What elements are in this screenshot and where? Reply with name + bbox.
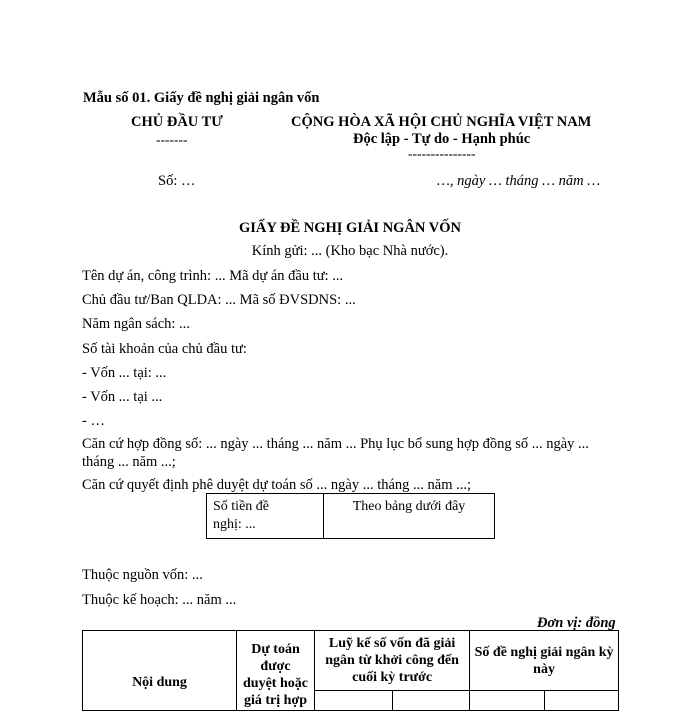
investor-label: CHỦ ĐẦU TƯ <box>131 114 223 130</box>
fund-line-2: - Vốn ... tại ... <box>82 389 163 405</box>
disbursement-table <box>82 630 619 711</box>
account-line: Số tài khoản của chủ đầu tư: <box>82 341 247 357</box>
sub-cell <box>315 691 393 711</box>
contract-line-1: Căn cứ hợp đồng số: ... ngày ... tháng ... năm ... Phụ lục bổ sung hợp đồng số ... ngày ... <box>82 436 589 452</box>
amount-table <box>206 493 495 539</box>
investor-line: Chủ đầu tư/Ban QLDA: ... Mã số ĐVSDNS: ... <box>82 292 356 308</box>
recipient-line: Kính gửi: ... (Kho bạc Nhà nước). <box>251 243 449 259</box>
unit-label: Đơn vị: đồng <box>537 615 616 631</box>
sub-cell <box>392 691 470 711</box>
decision-line: Căn cứ quyết định phê duyệt dự toán số ... ngày ... tháng ... năm ...; <box>82 477 472 493</box>
amount-label-cell <box>207 494 324 539</box>
sub-cell <box>470 691 544 711</box>
contract-line-2: tháng ... năm ...; <box>82 454 176 470</box>
amount-label-line1: Số tiền đề <box>213 499 269 514</box>
sub-cell <box>544 691 618 711</box>
header-cumulative: Luỹ kế số vốn đã giải ngân từ khởi công đến cuối kỳ trước <box>315 631 470 691</box>
amount-value-cell <box>324 494 495 539</box>
amount-value: Theo bảng dưới đây <box>352 499 466 514</box>
header-request: Số đề nghị giải ngân kỳ này <box>470 631 619 691</box>
investor-dashes: ------- <box>156 132 188 147</box>
country-name: CỘNG HÒA XÃ HỘI CHỦ NGHĨA VIỆT NAM <box>291 114 592 130</box>
date-line: …, ngày … tháng … năm … <box>437 173 601 189</box>
funding-source-line: Thuộc nguồn vốn: ... <box>82 567 203 583</box>
fund-line-1: - Vốn ... tại: ... <box>82 365 167 381</box>
motto-dashes: --------------- <box>408 146 476 161</box>
fund-line-3: - … <box>82 413 105 429</box>
plan-line: Thuộc kế hoạch: ... năm ... <box>82 592 237 608</box>
document-title: GIẤY ĐỀ NGHỊ GIẢI NGÂN VỐN <box>239 220 461 236</box>
budget-year-line: Năm ngân sách: ... <box>82 316 190 332</box>
motto: Độc lập - Tự do - Hạnh phúc <box>353 131 531 147</box>
amount-label-line2: nghị: ... <box>213 517 256 532</box>
form-title: Mẫu số 01. Giấy đề nghị giải ngân vốn <box>83 90 320 106</box>
project-line: Tên dự án, công trình: ... Mã dự án đầu tư: ... <box>82 268 344 284</box>
header-content: Nội dung <box>83 631 237 711</box>
document-number: Số: … <box>158 173 196 189</box>
header-estimate: Dự toán được duyệt hoặc giá trị hợp <box>237 631 315 711</box>
